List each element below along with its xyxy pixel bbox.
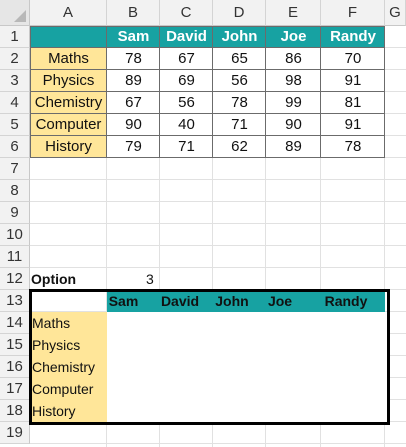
table1-value-cell[interactable]: 81 <box>321 92 385 114</box>
table1-subject-cell[interactable]: Chemistry <box>30 92 107 114</box>
row-header-10[interactable]: 10 <box>0 224 30 246</box>
table1-value-cell[interactable]: 56 <box>213 70 266 92</box>
table1-value-cell[interactable]: 78 <box>107 48 160 70</box>
column-header-e[interactable]: E <box>266 0 321 26</box>
select-all-corner[interactable] <box>0 0 30 26</box>
column-header-f[interactable]: F <box>321 0 385 26</box>
row-header-13[interactable]: 13 <box>0 290 30 312</box>
row-header-5[interactable]: 5 <box>0 114 30 136</box>
table1-value-cell[interactable]: 40 <box>160 114 213 136</box>
row-header-6[interactable]: 6 <box>0 136 30 158</box>
table2-header-john[interactable]: John <box>215 293 249 309</box>
table-border <box>265 26 266 158</box>
table1-subject-cell[interactable]: Physics <box>30 70 107 92</box>
table1-subject-cell[interactable]: Computer <box>30 114 107 136</box>
option-label: Option <box>31 271 77 287</box>
gridline <box>30 201 406 202</box>
table1-value-cell[interactable]: 98 <box>266 70 321 92</box>
table-border <box>30 47 385 48</box>
table1-value-cell[interactable]: 71 <box>213 114 266 136</box>
table-border <box>159 26 160 158</box>
table-border <box>106 26 107 158</box>
table1-value-cell[interactable]: 79 <box>107 136 160 158</box>
row-header-1[interactable]: 1 <box>0 26 30 48</box>
gridline <box>30 443 406 444</box>
table1-value-cell[interactable]: 71 <box>160 136 213 158</box>
table2-data-area[interactable] <box>107 312 388 423</box>
table1-value-cell[interactable]: 86 <box>266 48 321 70</box>
table1-header-randy[interactable]: Randy <box>321 26 385 48</box>
row-header-18[interactable]: 18 <box>0 400 30 422</box>
table2-header-david[interactable]: David <box>160 293 200 309</box>
table2-subject-cell[interactable]: History <box>30 400 107 422</box>
row-header-17[interactable]: 17 <box>0 378 30 400</box>
row-header-4[interactable]: 4 <box>0 92 30 114</box>
table1-value-cell[interactable]: 89 <box>107 70 160 92</box>
table2-subject-cell[interactable]: Computer <box>30 378 107 400</box>
row-header-14[interactable]: 14 <box>0 312 30 334</box>
table1-value-cell[interactable]: 78 <box>321 136 385 158</box>
table1-value-cell[interactable]: 90 <box>107 114 160 136</box>
row-header-8[interactable]: 8 <box>0 180 30 202</box>
table1-header-joe[interactable]: Joe <box>266 26 321 48</box>
table1-header-john[interactable]: John <box>213 26 266 48</box>
column-header-d[interactable]: D <box>213 0 266 26</box>
table-border <box>30 69 385 70</box>
table1-value-cell[interactable]: 69 <box>160 70 213 92</box>
table2-subject-cell[interactable]: Chemistry <box>30 356 107 378</box>
table2-header-joe[interactable]: Joe <box>267 293 293 309</box>
column-header-b[interactable]: B <box>107 0 160 26</box>
row-header-11[interactable]: 11 <box>0 246 30 268</box>
table2-header-randy[interactable]: Randy <box>324 293 368 309</box>
gridline <box>30 267 406 268</box>
gridline <box>30 223 406 224</box>
select-all-triangle-icon <box>14 10 26 22</box>
row-header-2[interactable]: 2 <box>0 48 30 70</box>
table-border <box>30 113 385 114</box>
gridline <box>30 179 406 180</box>
table1-value-cell[interactable]: 70 <box>321 48 385 70</box>
table2-header-sam[interactable]: Sam <box>108 293 139 309</box>
table1-header-sam[interactable]: Sam <box>107 26 160 48</box>
table-border <box>30 91 385 92</box>
table1-subject-cell[interactable]: Maths <box>30 48 107 70</box>
table1-value-cell[interactable]: 91 <box>321 70 385 92</box>
table1-value-cell[interactable]: 91 <box>321 114 385 136</box>
table1-value-cell[interactable]: 56 <box>160 92 213 114</box>
column-header-a[interactable]: A <box>30 0 107 26</box>
table1-value-cell[interactable]: 67 <box>107 92 160 114</box>
row-header-7[interactable]: 7 <box>0 158 30 180</box>
table-border <box>212 26 213 158</box>
row-header-3[interactable]: 3 <box>0 70 30 92</box>
table1-value-cell[interactable]: 62 <box>213 136 266 158</box>
row-header-19[interactable]: 19 <box>0 422 30 444</box>
row-header-16[interactable]: 16 <box>0 356 30 378</box>
row-header-15[interactable]: 15 <box>0 334 30 356</box>
column-header-g[interactable]: G <box>385 0 406 26</box>
table1-value-cell[interactable]: 89 <box>266 136 321 158</box>
table1-header-corner[interactable] <box>30 26 107 48</box>
table1-value-cell[interactable]: 67 <box>160 48 213 70</box>
table2-subject-cell[interactable]: Physics <box>30 334 107 356</box>
table1-value-cell[interactable]: 99 <box>266 92 321 114</box>
table2-subject-cell[interactable]: Maths <box>30 312 107 334</box>
table1-value-cell[interactable]: 65 <box>213 48 266 70</box>
table1-value-cell[interactable]: 78 <box>213 92 266 114</box>
table1-subject-cell[interactable]: History <box>30 136 107 158</box>
gridline <box>30 245 406 246</box>
row-header-12[interactable]: 12 <box>0 268 30 290</box>
table-border <box>30 135 385 136</box>
column-header-c[interactable]: C <box>160 0 213 26</box>
option-value[interactable]: 3 <box>146 271 154 287</box>
table1-value-cell[interactable]: 90 <box>266 114 321 136</box>
row-header-9[interactable]: 9 <box>0 202 30 224</box>
table-border <box>320 26 321 158</box>
table1-header-david[interactable]: David <box>160 26 213 48</box>
